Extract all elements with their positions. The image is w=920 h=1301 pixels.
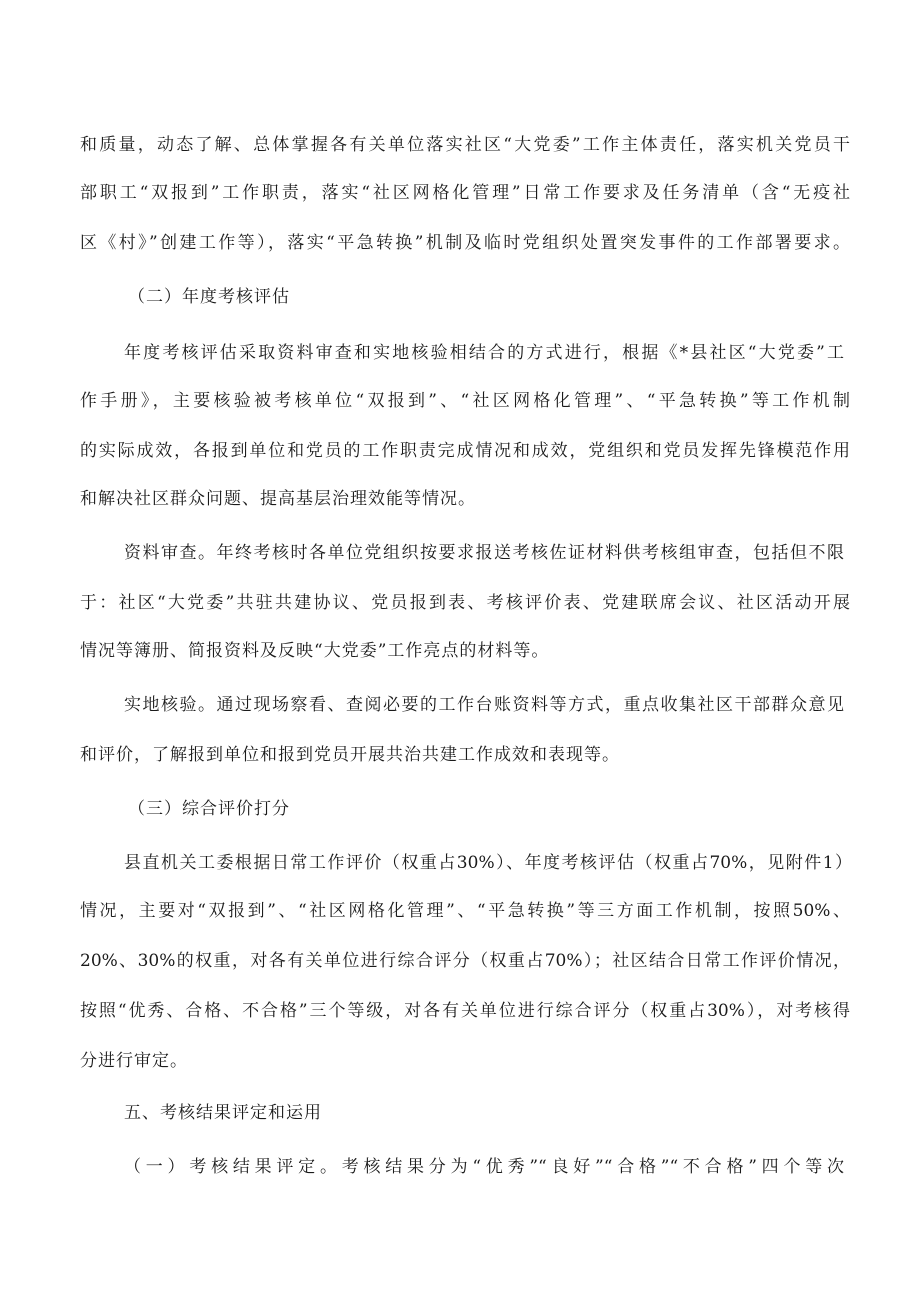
body-text-line: 区《村》”创建工作等），落实“平急转换”机制及临时党组织处置突发事件的工作部署要求。: [80, 233, 850, 253]
body-text-line: 于：社区“大党委”共驻共建协议、党员报到表、考核评价表、党建联席会议、社区活动开展: [80, 593, 850, 613]
body-text-line: 县直机关工委根据日常工作评价（权重占30%）、年度考核评估（权重占70%，见附件1）: [124, 853, 852, 873]
body-text-line: 资料审查。年终考核时各单位党组织按要求报送考核佐证材料供考核组审查，包括但不限: [124, 543, 844, 563]
body-text-line: 情况，主要对“双报到”、“社区网格化管理”、“平急转换”等三方面工作机制，按照50%、: [80, 901, 850, 921]
section-heading: （二）年度考核评估: [128, 287, 290, 307]
body-text-line: 和评价，了解报到单位和报到党员开展共治共建工作成效和表现等。: [80, 745, 620, 765]
body-text-line: （一）考核结果评定。考核结果分为“优秀”“良好”“合格”“不合格”四个等次: [124, 1157, 844, 1177]
body-text-line: 年度考核评估采取资料审查和实地核验相结合的方式进行，根据《*县社区“大党委”工: [124, 343, 844, 363]
body-text-line: 的实际成效，各报到单位和党员的工作职责完成情况和成效，党组织和党员发挥先锋模范作用: [80, 441, 850, 461]
body-text-line: 和解决社区群众问题、提高基层治理效能等情况。: [80, 489, 476, 509]
body-text-line: 作手册》，主要核验被考核单位“双报到”、“社区网格化管理”、“平急转换”等工作机制: [80, 391, 850, 411]
body-text-line: 按照“优秀、合格、不合格”三个等级，对各有关单位进行综合评分（权重占30%），对考核得: [80, 1001, 850, 1021]
body-text-line: 部职工“双报到”工作职责，落实“社区网格化管理”日常工作要求及任务清单（含“无疫社: [80, 183, 850, 203]
body-text-line: 20%、30%的权重，对各有关单位进行综合评分（权重占70%）；社区结合日常工作评价情况，: [80, 951, 850, 971]
section-heading: （三）综合评价打分: [128, 799, 290, 819]
body-text-line: 实地核验。通过现场察看、查阅必要的工作台账资料等方式，重点收集社区干部群众意见: [124, 695, 844, 715]
chapter-heading: 五、考核结果评定和运用: [124, 1103, 322, 1123]
body-text-line: 情况等簿册、简报资料及反映“大党委”工作亮点的材料等。: [80, 641, 550, 661]
body-text-line: 和质量，动态了解、总体掌握各有关单位落实社区“大党委”工作主体责任，落实机关党员干: [80, 135, 850, 155]
body-text-line: 分进行审定。: [80, 1051, 188, 1071]
